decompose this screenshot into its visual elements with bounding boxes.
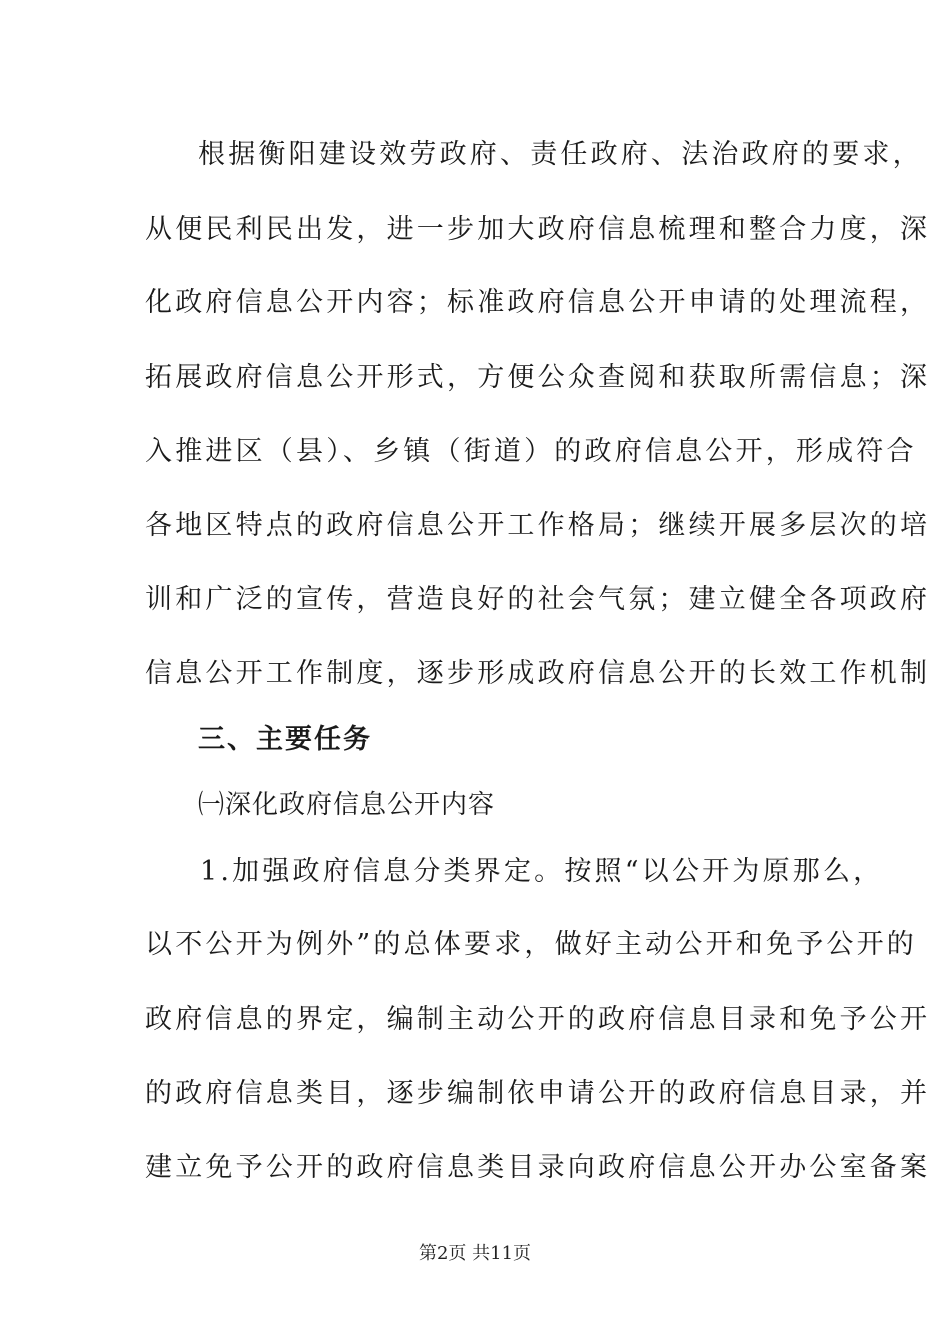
paragraph2-line-2: 以不公开为例外”的总体要求，做好主动公开和免予公开的 xyxy=(145,929,918,960)
paragraph2-line-1: 1.加强政府信息分类界定。按照“以公开为原那么， xyxy=(200,856,884,887)
paragraph2-line-4: 的政府信息类目，逐步编制依申请公开的政府信息目录，并 xyxy=(145,1078,931,1109)
paragraph1-line-2: 从便民利民出发，进一步加大政府信息梳理和整合力度，深 xyxy=(145,214,931,245)
paragraph1-line-6: 各地区特点的政府信息公开工作格局；继续开展多层次的培 xyxy=(145,510,931,541)
subsection-heading: ㈠深化政府信息公开内容 xyxy=(198,790,496,820)
paragraph1-line-3: 化政府信息公开内容；标准政府信息公开申请的处理流程， xyxy=(145,287,931,318)
section-heading: 三、主要任务 xyxy=(198,724,372,755)
paragraph2-line-3: 政府信息的界定，编制主动公开的政府信息目录和免予公开 xyxy=(145,1004,931,1035)
paragraph1-line-5: 入推进区（县）、乡镇（街道）的政府信息公开，形成符合 xyxy=(145,436,917,467)
paragraph1-line-4: 拓展政府信息公开形式，方便公众查阅和获取所需信息；深 xyxy=(145,362,931,393)
paragraph1-line-8: 信息公开工作制度，逐步形成政府信息公开的长效工作机制 xyxy=(145,658,931,689)
paragraph1-line-7: 训和广泛的宣传，营造良好的社会气氛；建立健全各项政府 xyxy=(145,584,931,615)
paragraph2-line-5: 建立免予公开的政府信息类目录向政府信息公开办公室备案 xyxy=(145,1152,931,1183)
page-footer: 第2页 共11页 xyxy=(418,1243,532,1264)
paragraph1-line-1: 根据衡阳建设效劳政府、责任政府、法治政府的要求， xyxy=(198,139,923,170)
